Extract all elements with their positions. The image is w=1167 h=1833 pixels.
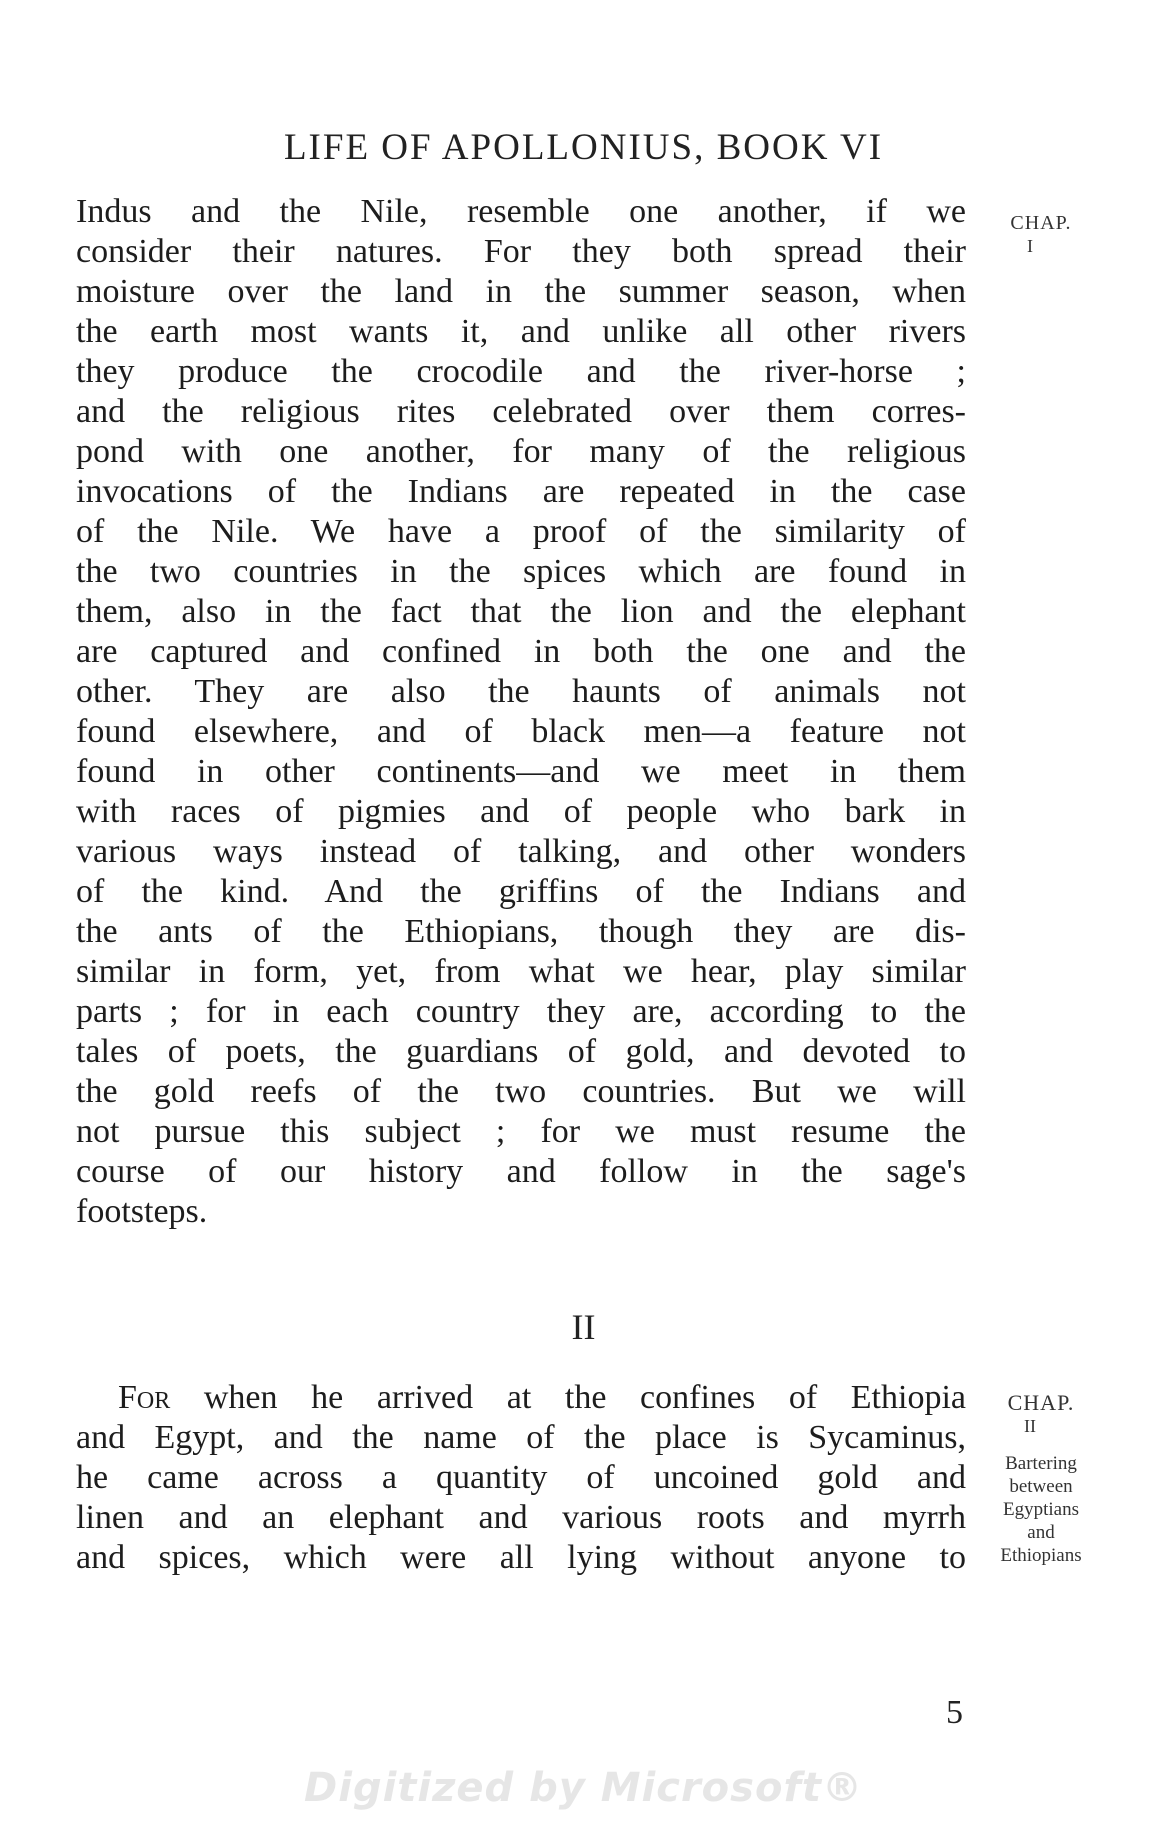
text-line: parts ; for in each country they are, according to the <box>76 993 966 1030</box>
text-line: and the religious rites celebrated over them corres- <box>76 393 966 430</box>
text-line: various ways instead of talking, and other wonders <box>76 833 966 870</box>
text-line: invocations of the Indians are repeated in the case <box>76 473 966 510</box>
text-line: and spices, which were all lying without anyone to <box>76 1539 966 1576</box>
text-line: with races of pigmies and of people who bark in <box>76 793 966 830</box>
chapter-margin-number: II <box>1024 1416 1036 1436</box>
text-line: tales of poets, the guardians of gold, and devoted to <box>76 1033 966 1070</box>
page-number: 5 <box>946 1694 963 1731</box>
section-2-text <box>76 1378 966 1578</box>
text-line-first <box>76 1378 966 1418</box>
chapter-margin-label: CHAP. <box>1007 1390 1075 1415</box>
gloss-line: Ethiopians <box>1000 1545 1082 1566</box>
marginal-gloss <box>966 1452 1116 1567</box>
text-line: found elsewhere, and of black men—a feature not <box>76 713 966 750</box>
section-numeral: II <box>571 1307 596 1347</box>
text-line: and Egypt, and the name of the place is Sycaminus, <box>76 1419 966 1456</box>
text-line: of the Nile. We have a proof of the similarity of <box>76 513 966 550</box>
text-line: footsteps. <box>76 1193 208 1230</box>
gloss-line: Egyptians <box>1003 1499 1079 1520</box>
text-line: the two countries in the spices which are found in <box>76 553 966 590</box>
gloss-line: Bartering <box>1005 1453 1077 1474</box>
text-line: they produce the crocodile and the river-horse ; <box>76 353 966 390</box>
text-line: other. They are also the haunts of animals not <box>76 673 966 710</box>
text-line: the earth most wants it, and unlike all other rivers <box>76 313 966 350</box>
running-head: LIFE OF APOLLONIUS, BOOK VI <box>283 127 884 168</box>
text-line: of the kind. And the griffins of the Indians and <box>76 873 966 910</box>
text-line: the ants of the Ethiopians, though they are dis- <box>76 913 966 950</box>
text-line: found in other continents—and we meet in them <box>76 753 966 790</box>
opening-word: For <box>118 1379 171 1416</box>
text-line: the gold reefs of the two countries. But we will <box>76 1073 966 1110</box>
text-line: not pursue this subject ; for we must resume the <box>76 1113 966 1150</box>
opening-line-rest: when he arrived at the confines of Ethiopia <box>170 1379 966 1416</box>
digitization-watermark: Digitized by Microsoft® <box>304 1765 863 1811</box>
text-line: course of our history and follow in the sage's <box>76 1153 966 1190</box>
section-1-text <box>76 192 966 1232</box>
text-line: consider their natures. For they both spread their <box>76 233 966 270</box>
gloss-line: between <box>1009 1476 1073 1497</box>
text-line: he came across a quantity of uncoined gold and <box>76 1459 966 1496</box>
chapter-margin-number: I <box>1027 236 1033 256</box>
text-line: Indus and the Nile, resemble one another, if we <box>76 193 966 230</box>
text-line: similar in form, yet, from what we hear, play similar <box>76 953 966 990</box>
text-line: are captured and confined in both the one and the <box>76 633 966 670</box>
text-line: linen and an elephant and various roots and myrrh <box>76 1499 966 1536</box>
text-line: them, also in the fact that the lion and the elephant <box>76 593 966 630</box>
text-line: moisture over the land in the summer season, when <box>76 273 966 310</box>
gloss-line: and <box>1027 1522 1055 1543</box>
text-line: pond with one another, for many of the religious <box>76 433 966 470</box>
chapter-margin-label: CHAP. <box>1010 212 1072 234</box>
